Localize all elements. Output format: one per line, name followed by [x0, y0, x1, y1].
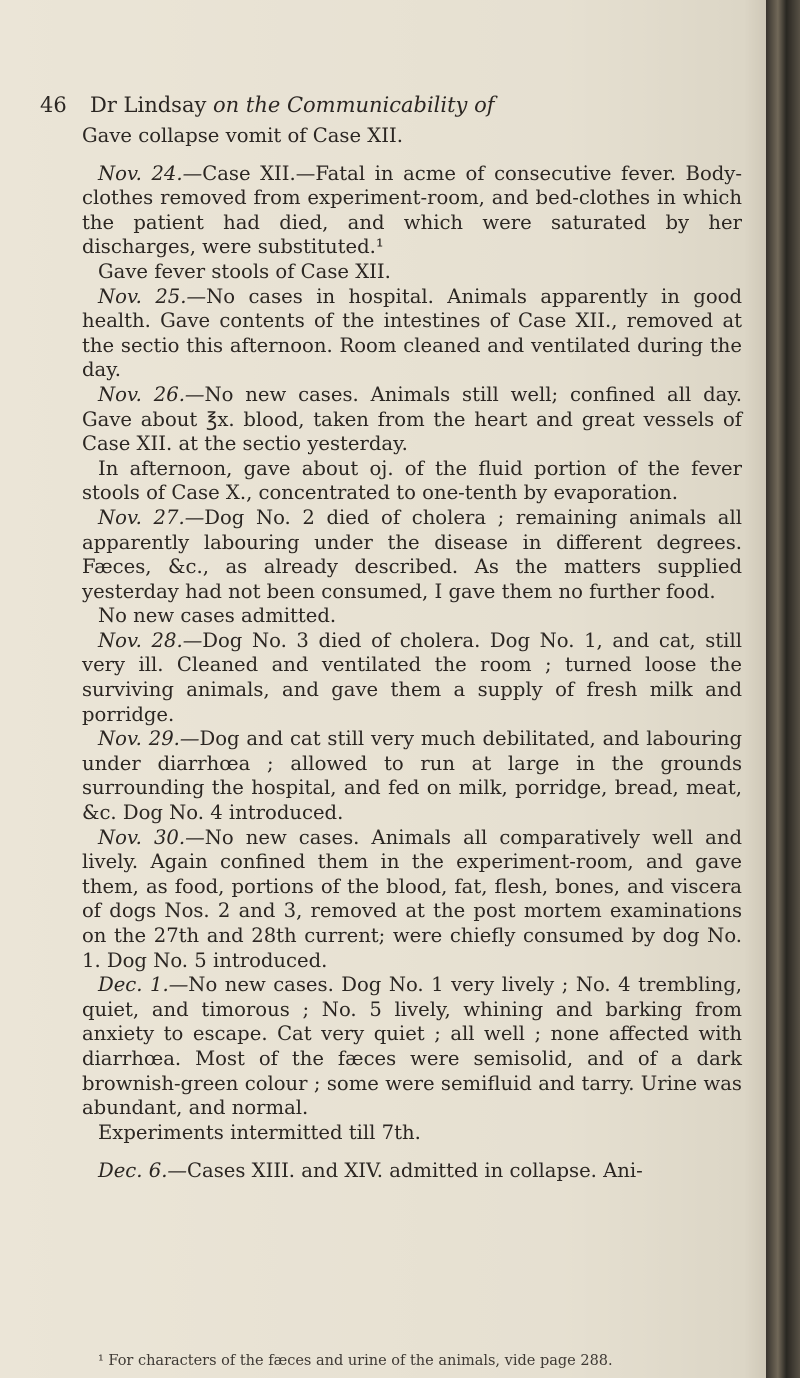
- running-header: [40, 92, 740, 118]
- entry-text: Gave fever stools of Case XII.: [98, 259, 391, 283]
- entry-lead: Nov. 25.—: [98, 284, 207, 308]
- entry-text: Cases XIII. and XIV. admitted in collapse. Ani-: [187, 1159, 643, 1183]
- paragraph: [82, 1159, 742, 1184]
- paragraph: [82, 727, 742, 825]
- paragraph: [82, 457, 742, 506]
- paragraph: [82, 162, 742, 260]
- entry-text: Dog No. 2 died of cholera ; remaining animals all apparently labouring under the disease in different degrees. Fæces, &c., as already described. As the matters supplied yesterday had not been consumed, I gave them no further food.: [82, 505, 742, 603]
- paragraph: [82, 383, 742, 457]
- entry-lead: Nov. 28.—: [98, 628, 203, 652]
- entry-text: Dog and cat still very much debilitated, and labouring under diarrhœa ; allowed to run at large in the grounds surrounding the hospital, and fed on milk, porridge, bread, meat, &c. Dog No. 4 introduced.: [82, 727, 742, 825]
- entry-lead: Nov. 27.—: [98, 505, 205, 529]
- entry-text: No new cases admitted.: [98, 604, 337, 628]
- footnote: ¹ For characters of the fæces and urine of the animals, vide page 288.: [98, 1353, 613, 1369]
- paragraph: [82, 260, 742, 285]
- entry-text: Dog No. 3 died of cholera. Dog No. 1, and cat, still very ill. Cleaned and ventilated the room ; turned loose the surviving animals, and gave them a supply of fresh milk and porridge.: [82, 628, 742, 726]
- body-text: [82, 124, 742, 1184]
- paragraph: [82, 973, 742, 1121]
- entry-lead: Dec. 1.—: [98, 973, 189, 997]
- paragraph: [82, 629, 742, 727]
- entry-lead: Nov. 29.—: [98, 727, 200, 751]
- paragraph: [82, 1121, 742, 1146]
- running-title-prefix: Dr Lindsay: [90, 93, 207, 117]
- paragraph: [82, 604, 742, 629]
- page-number: 46: [40, 93, 67, 117]
- entry-text: No cases in hospital. Animals apparently in good health. Gave contents of the intestines of Case XII., removed at the sectio this afternoon. Room cleaned and ventilated during the day.: [82, 284, 742, 382]
- entry-lead: Nov. 26.—: [98, 382, 205, 406]
- entry-lead: Nov. 24.—: [98, 161, 203, 185]
- entry-lead: Nov. 30.—: [98, 825, 205, 849]
- entry-text: Experiments intermitted till 7th.: [98, 1120, 421, 1144]
- entry-lead: Dec. 6.—: [98, 1159, 188, 1183]
- book-binding-edge: [766, 0, 800, 1378]
- paragraph: [82, 285, 742, 383]
- entry-text: No new cases. Dog No. 1 very lively ; No. 4 trembling, quiet, and timorous ; No. 5 lively, whining and barking from anxiety to escape. Cat very quiet ; all well ; none affected with diarrhœa. Most of the fæces were semisolid, and of a dark brownish-green colour ; some were semifluid and tarry. Urine was abundant, and normal.: [82, 973, 742, 1120]
- entry-text: No new cases. Animals still well; confined all day. Gave about ℥x. blood, taken from the heart and great vessels of Case XII. at the sectio yesterday.: [82, 382, 742, 456]
- running-title-italic: on the Communicability of: [213, 93, 495, 117]
- paragraph: [82, 506, 742, 604]
- entry-text: Gave collapse vomit of Case XII.: [82, 124, 403, 147]
- paragraph: [82, 826, 742, 974]
- entry-text: Case XII.—Fatal in acme of consecutive fever. Body-clothes removed from experiment-room, and bed-clothes in which the patient had died, and which were saturated by her discharges, were substituted.¹: [82, 161, 742, 259]
- entry-text: In afternoon, gave about oj. of the fluid portion of the fever stools of Case X., concentrated to one-tenth by evaporation.: [82, 456, 742, 505]
- entry-text: No new cases. Animals all comparatively well and lively. Again confined them in the experiment-room, and gave them, as food, portions of the blood, fat, flesh, bones, and viscera of dogs Nos. 2 and 3, removed at the post mortem examinations on the 27th and 28th current; were chiefly consumed by dog No. 1. Dog No. 5 introduced.: [82, 825, 742, 972]
- paragraph: [82, 124, 742, 149]
